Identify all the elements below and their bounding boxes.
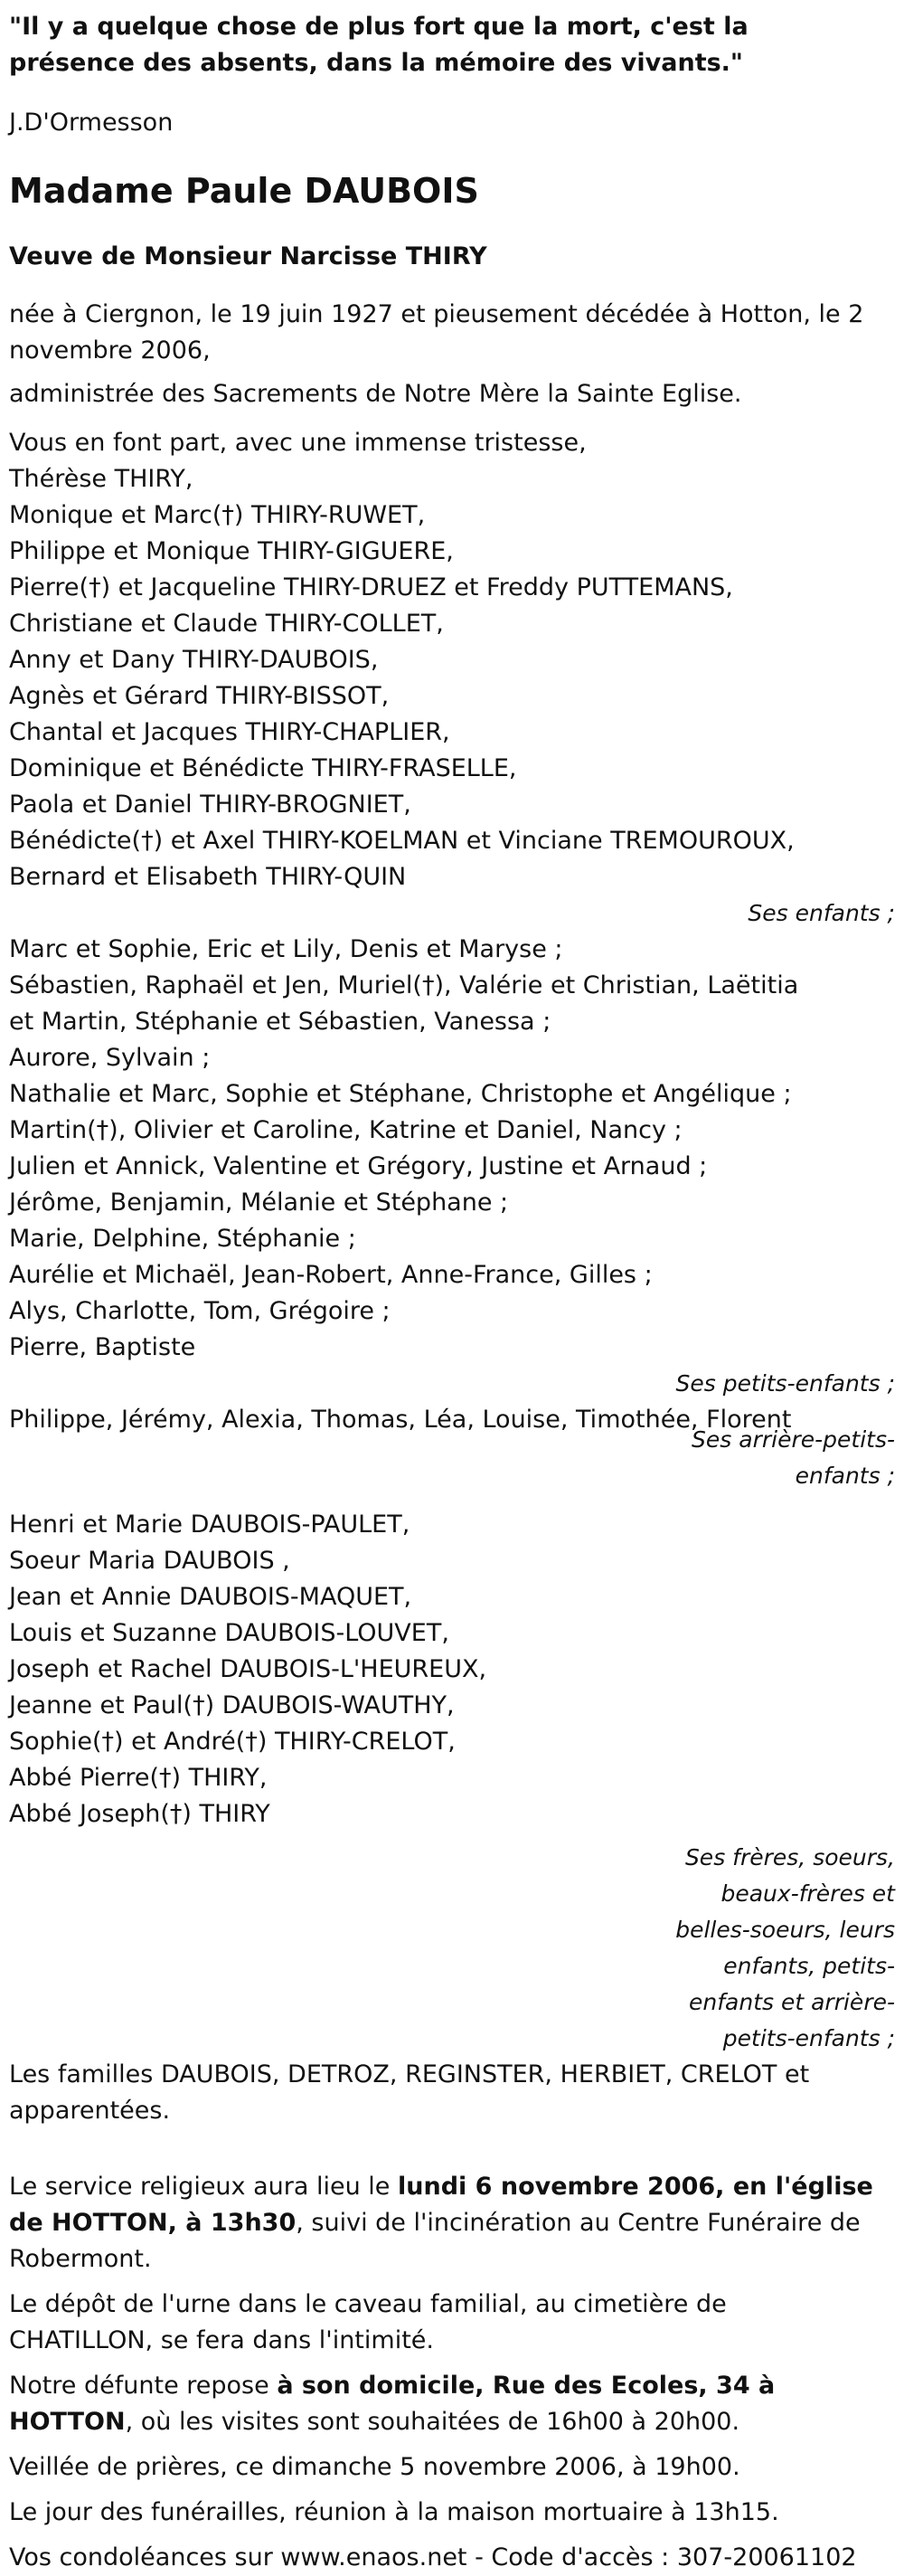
list-item: Christiane et Claude THIRY-COLLET, [9, 610, 444, 638]
list-item: Pierre(†) et Jacqueline THIRY-DRUEZ et Freddy PUTTEMANS, [9, 573, 733, 601]
children-label: Ses enfants ; [748, 900, 895, 926]
list-item: Sébastien, Raphaël et Jen, Muriel(†), Valérie et Christian, Laëtitia et Martin, Stéphanie et Sébastien, Vanessa ; [9, 971, 799, 1036]
list-item: Aurélie et Michaël, Jean-Robert, Anne-France, Gilles ; [9, 1261, 653, 1289]
list-item: Marc et Sophie, Eric et Lily, Denis et Maryse ; [9, 935, 563, 963]
list-item: Aurore, Sylvain ; [9, 1044, 211, 1072]
condolences-text: Vos condoléances sur www.enaos.net - Code d'accès : 307-20061102 [9, 2543, 857, 2571]
list-item: Jérôme, Benjamin, Mélanie et Stéphane ; [9, 1189, 509, 1217]
vigil-text: Veillée de prières, ce dimanche 5 novembre 2006, à 19h00. [9, 2453, 740, 2481]
funeral-day-text: Le jour des funérailles, réunion à la maison mortuaire à 13h15. [9, 2498, 779, 2526]
siblings-label-line: belles-soeurs, leurs [675, 1917, 895, 1943]
list-item: Philippe, Jérémy, Alexia, Thomas, Léa, Louise, Timothée, Florent [9, 1406, 792, 1434]
list-item: Louis et Suzanne DAUBOIS-LOUVET, [9, 1619, 449, 1647]
list-item: Thérèse THIRY, [9, 465, 193, 493]
grandchildren-section [9, 932, 895, 1402]
quote-author: J.D'Ormesson [9, 109, 174, 137]
widow-line: Veuve de Monsieur Narcisse THIRY [9, 242, 487, 270]
list-item: Julien et Annick, Valentine et Grégory, Justine et Arnaud ; [9, 1152, 708, 1180]
siblings-section [9, 1507, 895, 2057]
service-bold: lundi 6 novembre 2006, en l'église de HOTTON, à 13h30 [9, 2173, 873, 2237]
siblings-label-line: enfants, petits- [723, 1953, 895, 1979]
families-text: Les familles DAUBOIS, DETROZ, REGINSTER, HERBIET, CRELOT et apparentées. [9, 2060, 810, 2125]
list-item: Bénédicte(†) et Axel THIRY-KOELMAN et Vinciane TREMOUROUX, [9, 827, 795, 855]
list-item: Jeanne et Paul(†) DAUBOIS-WAUTHY, [9, 1691, 455, 1719]
list-item: Soeur Maria DAUBOIS , [9, 1547, 290, 1575]
great-grandchildren-label-2: enfants ; [795, 1463, 895, 1489]
siblings-label-line: Ses frères, soeurs, [684, 1844, 895, 1870]
list-item: Pierre, Baptiste [9, 1333, 196, 1361]
list-item: Anny et Dany THIRY-DAUBOIS, [9, 646, 379, 674]
list-item: Marie, Delphine, Stéphanie ; [9, 1225, 356, 1253]
intro-text: Vous en font part, avec une immense tristesse, [9, 429, 587, 457]
siblings-label-line: enfants et arrière- [689, 1989, 895, 2015]
great-grandchildren-label-1: Ses arrière-petits- [692, 1426, 895, 1453]
list-item: Abbé Joseph(†) THIRY [9, 1800, 270, 1828]
siblings-label-line: beaux-frères et [720, 1880, 895, 1907]
list-item: Agnès et Gérard THIRY-BISSOT, [9, 682, 390, 710]
list-item: Joseph et Rachel DAUBOIS-L'HEUREUX, [9, 1655, 487, 1683]
list-item: Alys, Charlotte, Tom, Grégoire ; [9, 1297, 391, 1325]
birth-death-text: née à Ciergnon, le 19 juin 1927 et pieusement décédée à Hotton, le 2 novembre 2006, [9, 300, 864, 365]
grandchildren-label: Ses petits-enfants ; [675, 1370, 895, 1397]
list-item: Dominique et Bénédicte THIRY-FRASELLE, [9, 754, 517, 782]
service-pre: Le service religieux aura lieu le [9, 2173, 398, 2201]
service-post: , suivi de l'incinération au Centre Funéraire de Robermont. [9, 2209, 861, 2273]
list-item: Monique et Marc(†) THIRY-RUWET, [9, 501, 426, 529]
list-item: Chantal et Jacques THIRY-CHAPLIER, [9, 718, 450, 746]
siblings-label-line: petits-enfants ; [722, 2025, 895, 2051]
quote: "Il y a quelque chose de plus fort que la mort, c'est la présence des absents, dans la mémoire des vivants." [9, 13, 749, 77]
rest-post: , où les visites sont souhaitées de 16h00 à 20h00. [125, 2408, 740, 2436]
list-item: Abbé Pierre(†) THIRY, [9, 1764, 268, 1792]
rest-text [9, 2368, 877, 2440]
list-item: Sophie(†) et André(†) THIRY-CRELOT, [9, 1728, 456, 1756]
list-item: Jean et Annie DAUBOIS-MAQUET, [9, 1583, 412, 1611]
deceased-name: Madame Paule DAUBOIS [9, 171, 479, 211]
funeral-info [9, 2169, 895, 2576]
list-item: Henri et Marie DAUBOIS-PAULET, [9, 1511, 410, 1539]
children-section [9, 425, 895, 932]
urn-text: Le dépôt de l'urne dans le caveau familial, au cimetière de CHATILLON, se fera dans l'intimité. [9, 2290, 727, 2354]
list-item: Nathalie et Marc, Sophie et Stéphane, Christophe et Angélique ; [9, 1080, 792, 1108]
list-item: Martin(†), Olivier et Caroline, Katrine et Daniel, Nancy ; [9, 1116, 683, 1144]
list-item: Bernard et Elisabeth THIRY-QUIN [9, 863, 407, 891]
sacraments-text: administrée des Sacrements de Notre Mère la Sainte Eglise. [9, 380, 742, 408]
service-text [9, 2169, 877, 2278]
great-grandchildren-section [9, 1402, 895, 1494]
list-item: Paola et Daniel THIRY-BROGNIET, [9, 791, 411, 819]
siblings-label [637, 1840, 895, 2057]
list-item: Philippe et Monique THIRY-GIGUERE, [9, 537, 454, 565]
rest-pre: Notre défunte repose [9, 2372, 278, 2400]
rest-bold: à son domicile, Rue des Ecoles, 34 à HOTTON [9, 2372, 776, 2436]
